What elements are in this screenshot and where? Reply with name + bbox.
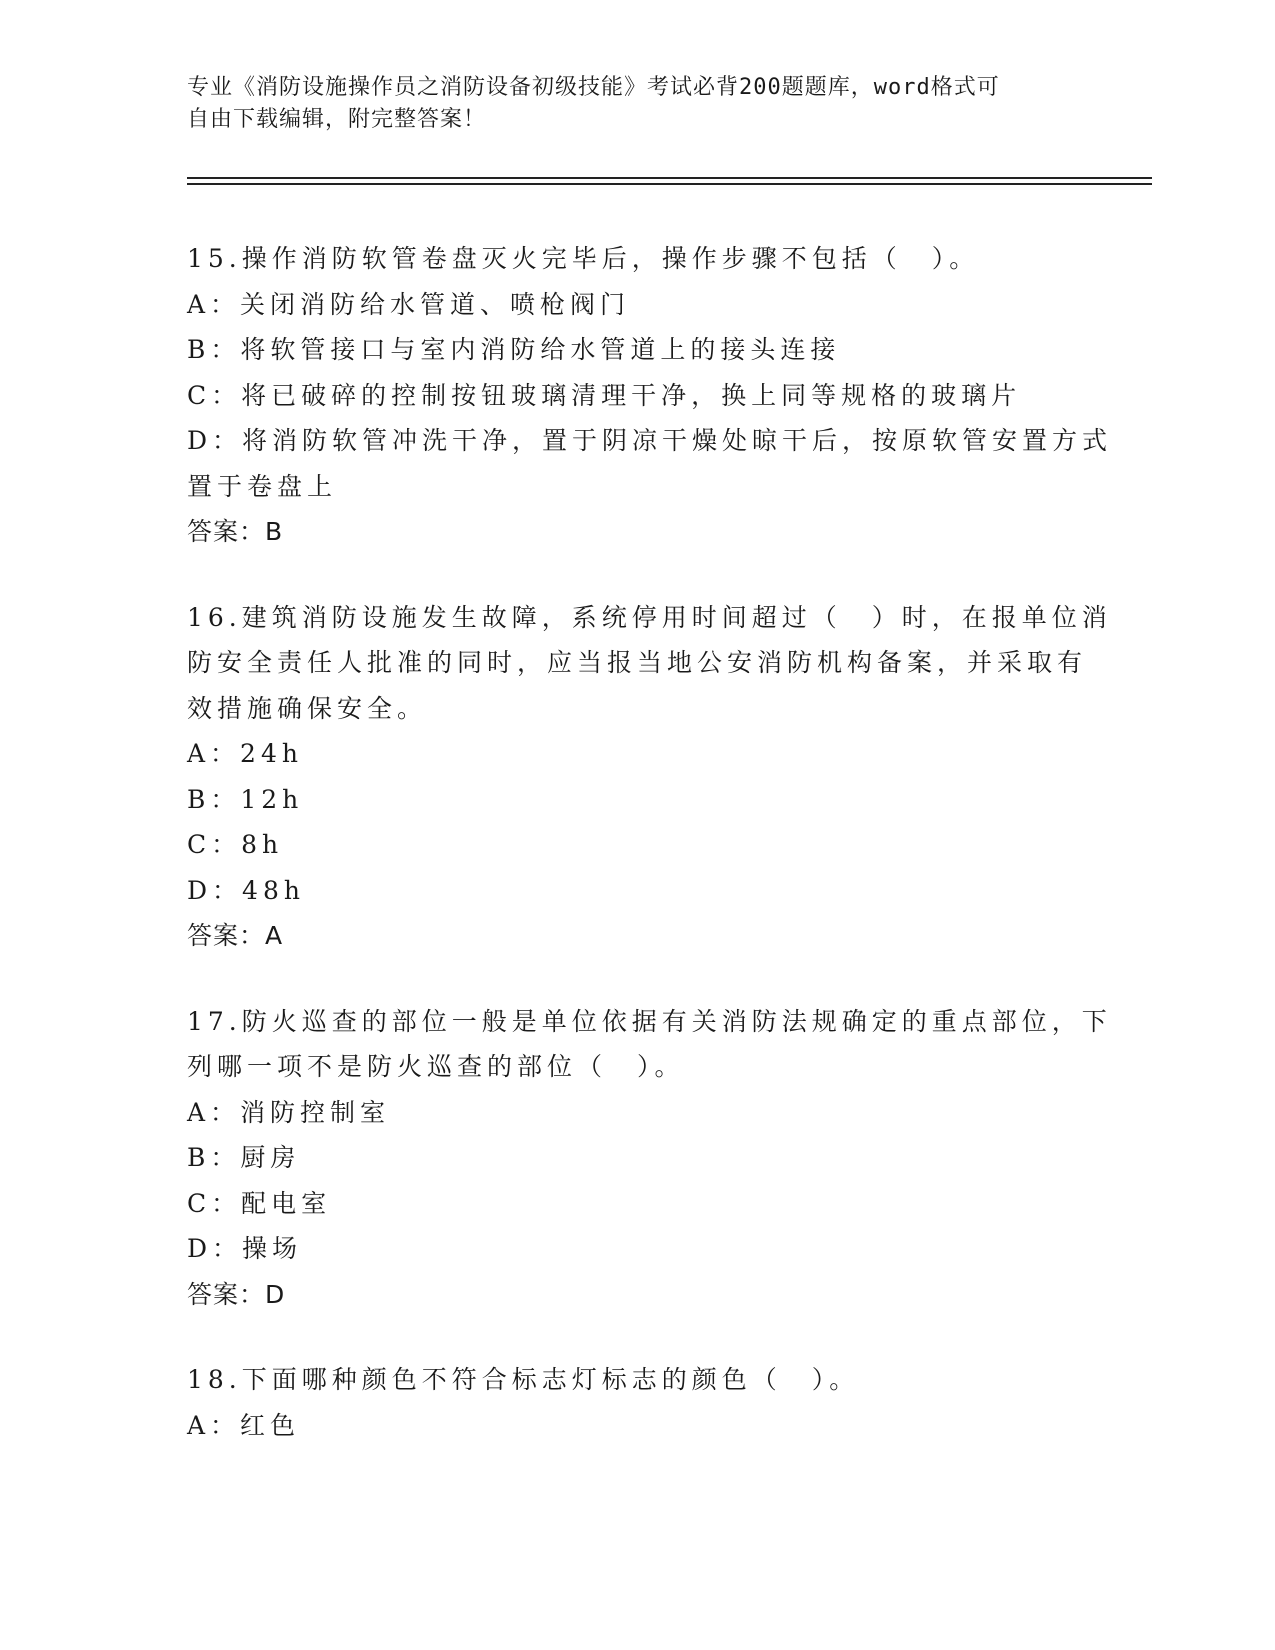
question-list xyxy=(187,236,1113,1488)
option-line: A：红色 xyxy=(187,1410,301,1440)
option-line: B：12h xyxy=(187,784,304,814)
header-rule-bottom xyxy=(187,183,1152,185)
header-line-1: 专业《消防设施操作员之消防设备初级技能》考试必背200题题库，word格式可 xyxy=(187,75,1000,100)
question-block xyxy=(187,1357,1087,1448)
question-stem-line: 17.防火巡查的部位一般是单位依据有关消防法规确定的重点部位，下 xyxy=(187,1006,1112,1036)
answer-line: 答案：B xyxy=(187,517,284,546)
question-stem-line: 18.下面哪种颜色不符合标志灯标志的颜色（ ）。 xyxy=(187,1365,860,1394)
option-line: A：24h xyxy=(187,739,303,768)
option-line: D：操场 xyxy=(187,1234,303,1263)
question-stem-line: 效措施确保安全。 xyxy=(187,693,428,723)
header-rule-top xyxy=(187,177,1152,179)
question-stem-line: 列哪一项不是防火巡查的部位（ ）。 xyxy=(187,1052,685,1081)
question-block xyxy=(187,999,1112,1318)
option-line: B：将软管接口与室内消防给水管道上的接头连接 xyxy=(187,335,841,364)
answer-line: 答案：D xyxy=(187,1279,286,1309)
option-line: C：将已破碎的控制按钮玻璃清理干净，换上同等规格的玻璃片 xyxy=(187,380,1022,410)
question-block xyxy=(187,595,1112,959)
answer-line: 答案：A xyxy=(187,921,284,950)
question-stem-line: 防安全责任人批准的同时，应当报当地公安消防机构备案，并采取有 xyxy=(187,648,1088,677)
option-line: 置于卷盘上 xyxy=(187,471,338,501)
option-line: D：48h xyxy=(187,875,305,905)
option-line: C：配电室 xyxy=(187,1188,332,1218)
question-stem-line: 16.建筑消防设施发生故障，系统停用时间超过（ ）时，在报单位消 xyxy=(187,602,1112,632)
option-line: C：8h xyxy=(187,830,284,859)
header-line-2: 自由下载编辑，附完整答案！ xyxy=(187,107,487,132)
document-header xyxy=(187,72,1087,136)
question-stem-line: 15.操作消防软管卷盘灭火完毕后，操作步骤不包括（ ）。 xyxy=(187,244,980,273)
option-line: D：将消防软管冲洗干净，置于阴凉干燥处晾干后，按原软管安置方式 xyxy=(187,426,1113,455)
option-line: A：关闭消防给水管道、喷枪阀门 xyxy=(187,289,631,319)
question-block xyxy=(187,236,1113,555)
option-line: B：厨房 xyxy=(187,1143,301,1172)
option-line: A：消防控制室 xyxy=(187,1097,391,1127)
